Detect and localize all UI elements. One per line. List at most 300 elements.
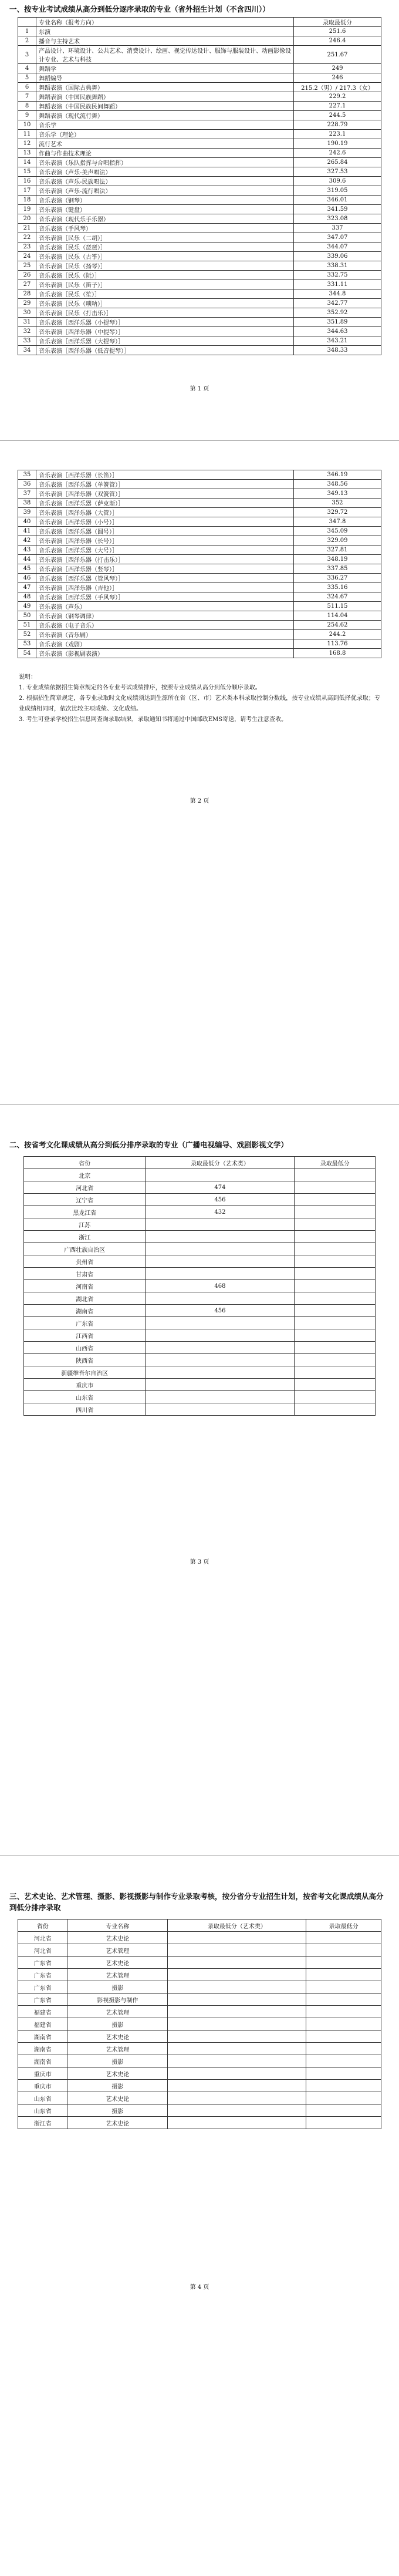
table-cell: 广东省 bbox=[18, 1994, 67, 2006]
table-row bbox=[18, 583, 381, 592]
table-cell: 329.72 bbox=[294, 508, 381, 517]
table-cell: 15 bbox=[18, 167, 36, 177]
table-row bbox=[18, 177, 381, 186]
table-cell: 浙江 bbox=[24, 1231, 146, 1243]
table-cell: 45 bbox=[18, 564, 36, 574]
table-cell: 351.89 bbox=[294, 318, 381, 327]
header-art-score: 录取最低分（艺术类） bbox=[168, 1920, 306, 1932]
table-row bbox=[24, 1391, 376, 1403]
table-cell: 音乐表演［西洋乐器（小提琴）］ bbox=[36, 318, 294, 327]
table-row bbox=[18, 158, 381, 167]
table-cell: 349.13 bbox=[294, 489, 381, 499]
table-row bbox=[18, 592, 381, 602]
table-row bbox=[18, 2117, 381, 2129]
table-row bbox=[18, 489, 381, 499]
table-cell: 浙江省 bbox=[18, 2117, 67, 2129]
table-cell bbox=[146, 1243, 295, 1255]
table-cell: 48 bbox=[18, 592, 36, 602]
table-cell: 新疆维吾尔自治区 bbox=[24, 1366, 146, 1379]
table-row bbox=[18, 2006, 381, 2018]
table-cell bbox=[168, 1957, 306, 1969]
table-row bbox=[18, 289, 381, 299]
table-cell: 8 bbox=[18, 102, 36, 111]
table-cell: 348.56 bbox=[294, 480, 381, 489]
notes-block bbox=[0, 672, 399, 725]
table-cell: 音乐学（理论） bbox=[36, 130, 294, 139]
table-cell: 20 bbox=[18, 214, 36, 224]
table-row bbox=[24, 1305, 376, 1317]
table-row bbox=[18, 83, 381, 92]
table-header-row bbox=[24, 1157, 376, 1169]
table-row bbox=[18, 186, 381, 196]
table-cell bbox=[168, 2067, 306, 2080]
table-cell: 艺术史论 bbox=[67, 2031, 168, 2043]
table-cell: 190.19 bbox=[294, 139, 381, 149]
table-cell: 41 bbox=[18, 527, 36, 536]
table-row bbox=[18, 205, 381, 214]
table-cell: 山东省 bbox=[24, 1391, 146, 1403]
table-cell: 6 bbox=[18, 83, 36, 92]
table-cell: 湖北省 bbox=[24, 1292, 146, 1305]
table-cell: 12 bbox=[18, 139, 36, 149]
table-cell: 江西省 bbox=[24, 1329, 146, 1342]
table-row bbox=[18, 233, 381, 243]
table-cell: 251.6 bbox=[294, 27, 381, 36]
table-cell: 46 bbox=[18, 574, 36, 583]
header-score: 录取最低分 bbox=[306, 1920, 381, 1932]
table-cell: 音乐表演［西洋乐器（竖琴）］ bbox=[36, 564, 294, 574]
table-cell: 艺术史论 bbox=[67, 1957, 168, 1969]
table-cell bbox=[168, 2080, 306, 2092]
table-cell: 甘肃省 bbox=[24, 1268, 146, 1280]
table-cell: 2 bbox=[18, 36, 36, 46]
table-cell: 254.62 bbox=[294, 621, 381, 630]
table-cell: 27 bbox=[18, 280, 36, 289]
table-row bbox=[18, 64, 381, 73]
table-cell bbox=[168, 2031, 306, 2043]
table-cell bbox=[295, 1292, 376, 1305]
table-cell: 山西省 bbox=[24, 1342, 146, 1354]
table-cell: 福建省 bbox=[18, 2006, 67, 2018]
table-cell: 音乐表演（声乐-美声唱法） bbox=[36, 167, 294, 177]
table-cell: 38 bbox=[18, 499, 36, 508]
table-cell: 音乐表演［民乐（扬琴）］ bbox=[36, 261, 294, 271]
table-cell: 9 bbox=[18, 111, 36, 120]
table-cell: 北京 bbox=[24, 1169, 146, 1181]
table-cell: 湖南省 bbox=[18, 2055, 67, 2067]
table-cell: 陕西省 bbox=[24, 1354, 146, 1366]
table-row bbox=[18, 27, 381, 36]
table-cell bbox=[306, 2067, 381, 2080]
table-cell bbox=[146, 1231, 295, 1243]
table-row bbox=[18, 2018, 381, 2031]
header-min-score: 录取最低分 bbox=[294, 18, 381, 27]
table-row bbox=[18, 271, 381, 280]
table-cell: 音乐表演［西洋乐器（打击乐）］ bbox=[36, 555, 294, 564]
table-cell: 246.4 bbox=[294, 36, 381, 46]
table-row bbox=[18, 649, 381, 658]
table-cell: 艺术管理 bbox=[67, 1944, 168, 1957]
table-row bbox=[24, 1181, 376, 1194]
table-cell bbox=[168, 2104, 306, 2117]
table-cell: 艺术管理 bbox=[67, 2006, 168, 2018]
table-cell: 音乐表演［西洋乐器（双簧管）］ bbox=[36, 489, 294, 499]
table-cell: 17 bbox=[18, 186, 36, 196]
table-row bbox=[18, 243, 381, 252]
table-cell: 音乐表演［西洋乐器（长号）］ bbox=[36, 536, 294, 545]
table-row bbox=[24, 1268, 376, 1280]
table-cell: 舞蹈表演（中国民族舞蹈） bbox=[36, 92, 294, 102]
table-cell: 流行艺术 bbox=[36, 139, 294, 149]
table-cell: 4 bbox=[18, 64, 36, 73]
table-cell: 河北省 bbox=[18, 1932, 67, 1944]
table-cell: 湖南省 bbox=[18, 2031, 67, 2043]
table-cell: 10 bbox=[18, 120, 36, 130]
table-cell: 335.16 bbox=[294, 583, 381, 592]
table-cell bbox=[168, 1994, 306, 2006]
table-cell: 广东省 bbox=[18, 1969, 67, 1981]
table-cell: 重庆市 bbox=[18, 2080, 67, 2092]
table-cell bbox=[306, 1944, 381, 1957]
table-cell: 113.76 bbox=[294, 639, 381, 649]
table-cell: 河南省 bbox=[24, 1280, 146, 1292]
table-row bbox=[18, 1981, 381, 1994]
table-row bbox=[18, 470, 381, 480]
table-cell: 343.21 bbox=[294, 336, 381, 346]
table-row bbox=[18, 327, 381, 336]
table-cell: 四川省 bbox=[24, 1403, 146, 1416]
table-row bbox=[24, 1280, 376, 1292]
table-cell: 39 bbox=[18, 508, 36, 517]
page-divider bbox=[0, 1104, 399, 1105]
notes-line: 2. 根据招生简章规定，各专业录取时文化成绩须达到生源所在省（区、市）艺术类本科录取控制分数线，按专业成绩从高到低择优录取；专业成绩相同时，依次比较主项成绩、文化成绩。 bbox=[19, 695, 380, 712]
header-major: 专业名称（报考方向） bbox=[36, 18, 294, 27]
table-cell bbox=[295, 1169, 376, 1181]
table-row bbox=[24, 1218, 376, 1231]
table-row bbox=[18, 73, 381, 83]
header-index bbox=[18, 18, 36, 27]
table-cell: 332.75 bbox=[294, 271, 381, 280]
table-row bbox=[18, 2092, 381, 2104]
table-cell: 5 bbox=[18, 73, 36, 83]
table-row bbox=[24, 1317, 376, 1329]
table-row bbox=[24, 1243, 376, 1255]
table-cell bbox=[295, 1354, 376, 1366]
table-cell bbox=[306, 2092, 381, 2104]
table-cell: 艺术史论 bbox=[67, 1932, 168, 1944]
table-cell: 43 bbox=[18, 545, 36, 555]
table-cell: 音乐表演（乐队指挥与合唱指挥） bbox=[36, 158, 294, 167]
table-cell: 湖南省 bbox=[18, 2043, 67, 2055]
table-cell bbox=[306, 2031, 381, 2043]
table-cell: 音乐表演［西洋乐器（单簧管）］ bbox=[36, 480, 294, 489]
table-cell: 24 bbox=[18, 252, 36, 261]
table-cell: 福建省 bbox=[18, 2018, 67, 2031]
page-number: 第 1 页 bbox=[190, 386, 209, 392]
table-row bbox=[18, 499, 381, 508]
table-cell: 音乐表演（手风琴） bbox=[36, 224, 294, 233]
table-cell bbox=[295, 1206, 376, 1218]
table-cell bbox=[295, 1317, 376, 1329]
table-cell: 29 bbox=[18, 299, 36, 308]
table-cell: 摄影 bbox=[67, 2080, 168, 2092]
table-cell bbox=[306, 1969, 381, 1981]
table-row bbox=[18, 1932, 381, 1944]
table-cell: 242.6 bbox=[294, 149, 381, 158]
table-cell: 348.19 bbox=[294, 555, 381, 564]
table-row bbox=[18, 2031, 381, 2043]
table-cell: 348.33 bbox=[294, 346, 381, 355]
table-cell: 52 bbox=[18, 630, 36, 639]
table-cell: 7 bbox=[18, 92, 36, 102]
table-cell: 音乐表演［民乐（阮）］ bbox=[36, 271, 294, 280]
culture-scores-table bbox=[23, 1156, 376, 1416]
table-cell: 音乐表演（声乐） bbox=[36, 602, 294, 611]
table-row bbox=[18, 545, 381, 555]
table-cell bbox=[306, 1957, 381, 1969]
table-cell bbox=[168, 2018, 306, 2031]
table-row bbox=[18, 508, 381, 517]
table-cell: 22 bbox=[18, 233, 36, 243]
table-cell: 468 bbox=[146, 1280, 295, 1292]
table-cell: 河北省 bbox=[18, 1944, 67, 1957]
table-cell bbox=[168, 2055, 306, 2067]
table-cell: 河北省 bbox=[24, 1181, 146, 1194]
table-cell: 28 bbox=[18, 289, 36, 299]
table-cell: 228.79 bbox=[294, 120, 381, 130]
table-cell: 舞蹈表演（中国民族民间舞蹈） bbox=[36, 102, 294, 111]
table-row bbox=[18, 224, 381, 233]
header-province: 省份 bbox=[24, 1157, 146, 1169]
table-cell: 32 bbox=[18, 327, 36, 336]
table-cell: 31 bbox=[18, 318, 36, 327]
table-cell: 摄影 bbox=[67, 2018, 168, 2031]
table-cell: 音乐表演（钢琴） bbox=[36, 196, 294, 205]
table-row bbox=[24, 1329, 376, 1342]
page-number: 第 4 页 bbox=[190, 2284, 209, 2291]
table-cell: 474 bbox=[146, 1181, 295, 1194]
table-row bbox=[18, 574, 381, 583]
table-cell: 音乐表演［西洋乐器（低音提琴）］ bbox=[36, 346, 294, 355]
table-cell: 黑龙江省 bbox=[24, 1206, 146, 1218]
table-row bbox=[24, 1206, 376, 1218]
table-row bbox=[18, 1994, 381, 2006]
table-cell bbox=[146, 1366, 295, 1379]
table-row bbox=[18, 252, 381, 261]
table-cell: 324.67 bbox=[294, 592, 381, 602]
table-cell: 音乐表演（影视剧表演） bbox=[36, 649, 294, 658]
table-cell: 湖南省 bbox=[24, 1305, 146, 1317]
table-cell bbox=[295, 1366, 376, 1379]
table-cell bbox=[146, 1268, 295, 1280]
table-cell: 音乐表演［民乐（二胡）］ bbox=[36, 233, 294, 243]
table-cell: 251.67 bbox=[294, 46, 381, 64]
table-row bbox=[18, 120, 381, 130]
table-cell: 音乐表演［民乐（琵琶）］ bbox=[36, 243, 294, 252]
table-row bbox=[18, 261, 381, 271]
table-cell bbox=[146, 1379, 295, 1391]
table-cell bbox=[306, 2006, 381, 2018]
section-3-title: 三、艺术史论、艺术管理、摄影、影视摄影与制作专业录取考核，按分省分专业招生计划，按省考文化课成绩从高分到低分排序录取 bbox=[9, 1892, 384, 1912]
table-cell: 艺术史论 bbox=[67, 2067, 168, 2080]
table-cell: 336.27 bbox=[294, 574, 381, 583]
table-cell: 339.06 bbox=[294, 252, 381, 261]
table-cell bbox=[295, 1329, 376, 1342]
table-cell: 音乐表演［西洋乐器（中提琴）］ bbox=[36, 327, 294, 336]
table-cell: 30 bbox=[18, 308, 36, 318]
notes-line: 3. 考生可登录学校招生信息网查询录取结果，录取通知书将通过中国邮政EMS寄送，请考生注意查收。 bbox=[19, 716, 288, 723]
table-cell: 244.5 bbox=[294, 111, 381, 120]
table-row bbox=[24, 1366, 376, 1379]
table-cell: 音乐表演［西洋乐器（萨克斯）］ bbox=[36, 499, 294, 508]
table-cell bbox=[295, 1268, 376, 1280]
table-cell: 艺术管理 bbox=[67, 2043, 168, 2055]
table-row bbox=[18, 1969, 381, 1981]
table-cell: 重庆市 bbox=[24, 1379, 146, 1391]
table-cell bbox=[295, 1391, 376, 1403]
table-cell bbox=[295, 1218, 376, 1231]
table-cell: 54 bbox=[18, 649, 36, 658]
table-cell: 26 bbox=[18, 271, 36, 280]
table-cell bbox=[306, 2080, 381, 2092]
table-cell: 辽宁省 bbox=[24, 1194, 146, 1206]
table-cell bbox=[295, 1379, 376, 1391]
table-row bbox=[18, 36, 381, 46]
table-row bbox=[18, 527, 381, 536]
table-cell: 19 bbox=[18, 205, 36, 214]
table-cell: 215.2（男）/ 217.3（女） bbox=[294, 83, 381, 92]
table-cell: 播音与主持艺术 bbox=[36, 36, 294, 46]
table-cell: 344.63 bbox=[294, 327, 381, 336]
table-header-row bbox=[18, 1920, 381, 1932]
table-cell: 广东省 bbox=[18, 1957, 67, 1969]
table-cell: 25 bbox=[18, 261, 36, 271]
table-cell: 音乐表演（钢琴调律） bbox=[36, 611, 294, 621]
table-cell: 音乐表演（戏剧） bbox=[36, 639, 294, 649]
table-cell: 艺术史论 bbox=[67, 2092, 168, 2104]
table-cell: 35 bbox=[18, 470, 36, 480]
table-cell: 江苏 bbox=[24, 1218, 146, 1231]
table-cell: 346.19 bbox=[294, 470, 381, 480]
table-cell bbox=[146, 1255, 295, 1268]
table-cell bbox=[168, 2006, 306, 2018]
table-cell: 51 bbox=[18, 621, 36, 630]
table-row bbox=[18, 555, 381, 564]
table-cell bbox=[295, 1403, 376, 1416]
table-cell: 331.11 bbox=[294, 280, 381, 289]
table-cell: 344.8 bbox=[294, 289, 381, 299]
table-cell: 音乐表演［西洋乐器（圆号）］ bbox=[36, 527, 294, 536]
table-cell: 338.31 bbox=[294, 261, 381, 271]
table-cell: 345.09 bbox=[294, 527, 381, 536]
table-cell: 50 bbox=[18, 611, 36, 621]
table-row bbox=[18, 1957, 381, 1969]
table-cell: 223.1 bbox=[294, 130, 381, 139]
table-row bbox=[18, 480, 381, 489]
table-cell: 44 bbox=[18, 555, 36, 564]
table-cell bbox=[168, 1981, 306, 1994]
table-row bbox=[18, 92, 381, 102]
table-row bbox=[18, 196, 381, 205]
header-art-score: 录取最低分（艺术类） bbox=[146, 1157, 295, 1169]
table-cell: 14 bbox=[18, 158, 36, 167]
table-cell: 16 bbox=[18, 177, 36, 186]
table-cell bbox=[295, 1231, 376, 1243]
table-cell: 舞蹈表演（国际古典舞） bbox=[36, 83, 294, 92]
table-cell: 舞蹈表演（现代流行舞） bbox=[36, 111, 294, 120]
table-cell: 音乐学 bbox=[36, 120, 294, 130]
table-cell: 1 bbox=[18, 27, 36, 36]
table-row bbox=[24, 1169, 376, 1181]
table-cell: 音乐表演（现代乐手乐器） bbox=[36, 214, 294, 224]
page-2 bbox=[0, 470, 399, 804]
major-scores-table bbox=[18, 1919, 381, 2129]
table-cell: 音乐表演［民乐（笛子）］ bbox=[36, 280, 294, 289]
table-cell: 音乐表演［西洋乐器（手风琴）］ bbox=[36, 592, 294, 602]
table-cell bbox=[146, 1317, 295, 1329]
table-row bbox=[18, 346, 381, 355]
table-cell: 347.8 bbox=[294, 517, 381, 527]
table-row bbox=[18, 111, 381, 120]
table-row bbox=[18, 2055, 381, 2067]
table-cell: 40 bbox=[18, 517, 36, 527]
table-row bbox=[18, 564, 381, 574]
table-cell: 音乐表演［西洋乐器（大号）］ bbox=[36, 545, 294, 555]
table-cell: 广西壮族自治区 bbox=[24, 1243, 146, 1255]
table-cell bbox=[168, 1932, 306, 1944]
table-cell: 327.53 bbox=[294, 167, 381, 177]
table-row bbox=[18, 2104, 381, 2117]
table-cell: 227.1 bbox=[294, 102, 381, 111]
table-cell: 音乐表演［西洋乐器（小号）］ bbox=[36, 517, 294, 527]
table-cell: 广东省 bbox=[24, 1317, 146, 1329]
table-cell: 432 bbox=[146, 1206, 295, 1218]
table-cell bbox=[295, 1255, 376, 1268]
table-cell: 作曲与作曲技术理论 bbox=[36, 149, 294, 158]
page-number: 第 2 页 bbox=[190, 798, 209, 804]
header-score: 录取最低分 bbox=[295, 1157, 376, 1169]
table-row bbox=[18, 2080, 381, 2092]
table-row bbox=[18, 308, 381, 318]
table-cell bbox=[306, 1932, 381, 1944]
header-province: 省份 bbox=[18, 1920, 67, 1932]
table-cell: 346.01 bbox=[294, 196, 381, 205]
table-cell bbox=[306, 2104, 381, 2117]
table-cell bbox=[168, 2092, 306, 2104]
table-cell bbox=[306, 1994, 381, 2006]
table-cell bbox=[306, 2043, 381, 2055]
table-cell: 山东省 bbox=[18, 2092, 67, 2104]
table-cell: 42 bbox=[18, 536, 36, 545]
table-cell bbox=[168, 2117, 306, 2129]
table-cell: 3 bbox=[18, 46, 36, 64]
table-row bbox=[24, 1342, 376, 1354]
table-cell: 音乐表演［西洋乐器（大提琴）］ bbox=[36, 336, 294, 346]
table-cell: 音乐表演（键盘） bbox=[36, 205, 294, 214]
table-cell bbox=[295, 1280, 376, 1292]
table-row bbox=[18, 318, 381, 327]
table-cell bbox=[168, 1969, 306, 1981]
table-cell: 456 bbox=[146, 1305, 295, 1317]
table-header-row bbox=[18, 18, 381, 27]
table-row bbox=[18, 1944, 381, 1957]
table-cell: 47 bbox=[18, 583, 36, 592]
table-cell: 49 bbox=[18, 602, 36, 611]
table-row bbox=[24, 1255, 376, 1268]
table-cell: 音乐表演（音乐剧） bbox=[36, 630, 294, 639]
table-cell bbox=[295, 1305, 376, 1317]
table-cell: 广东省 bbox=[18, 1981, 67, 1994]
